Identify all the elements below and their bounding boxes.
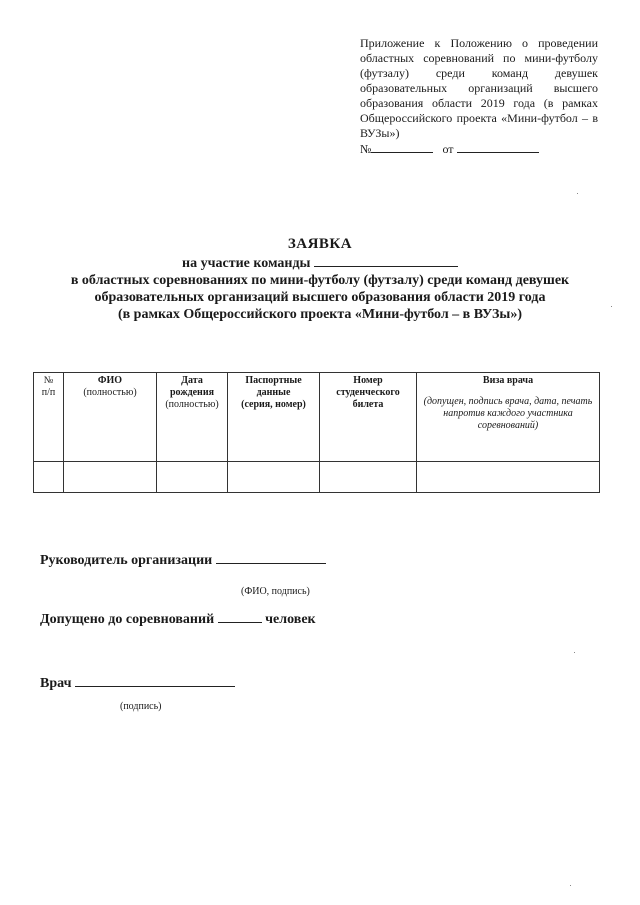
- header-passport: [228, 373, 320, 462]
- header-fio-label: ФИО: [97, 375, 123, 386]
- header-number-label: №: [43, 375, 54, 386]
- head-label: Руководитель организации: [40, 553, 213, 568]
- table-cell: [64, 462, 157, 493]
- table-cell: [320, 462, 417, 493]
- doctor-signature-line: [40, 674, 235, 692]
- scan-speck: [611, 306, 612, 307]
- header-dob: [157, 373, 228, 462]
- header-student-id: [320, 373, 417, 462]
- head-signature-line: [40, 551, 326, 569]
- admitted-label: Допущено до соревнований: [40, 612, 215, 627]
- header-number-sub: п/п: [41, 387, 56, 398]
- header-doctor-label: Виза врача: [482, 375, 534, 386]
- from-label: от: [442, 142, 454, 156]
- table-cell: [228, 462, 320, 493]
- head-hint: (ФИО, подпись): [241, 586, 310, 597]
- header-fio: [64, 373, 157, 462]
- page-title: ЗАЯВКА: [287, 236, 353, 252]
- table-cell: [34, 462, 64, 493]
- head-signature-blank: [216, 551, 326, 564]
- title-line-team: [20, 253, 620, 272]
- doctor-label: Врач: [40, 676, 72, 691]
- admitted-line: [40, 610, 316, 628]
- title-line-4: (в рамках Общероссийского проекта «Мини-футбол – в ВУЗы»): [117, 307, 523, 322]
- table-cell: [157, 462, 228, 493]
- doctor-signature-blank: [75, 674, 235, 687]
- admitted-suffix: человек: [265, 612, 316, 627]
- doctor-hint: (подпись): [120, 701, 162, 712]
- header-passport-sub: (серия, номер): [241, 399, 306, 410]
- table-row: [34, 462, 600, 493]
- header-student-id-label: Номер студенческого билета: [336, 375, 400, 410]
- team-name-blank: [314, 253, 458, 267]
- appendix-number-line: [360, 141, 598, 157]
- header-dob-label: Дата рождения: [170, 375, 214, 398]
- number-blank: [371, 141, 433, 153]
- header-doctor-sub: (допущен, подпись врача, дата, печать напротив каждого участника соревнований): [423, 396, 593, 431]
- header-doctor-visa: [417, 373, 600, 462]
- roster-table: [33, 372, 600, 493]
- table-header-row: [34, 373, 600, 462]
- header-number: [34, 373, 64, 462]
- scan-speck: [570, 885, 571, 886]
- date-blank: [457, 141, 539, 153]
- title-line-3: образовательных организаций высшего образования области 2019 года: [94, 290, 546, 305]
- appendix-text: Приложение к Положению о проведении областных соревнований по мини-футболу (футзалу) среди команд девушек образовательных организаций высшего образования области 2019 года (в рамках Общероссийского проекта «Мини-футбол – в ВУЗы»): [360, 36, 598, 140]
- table-cell: [417, 462, 600, 493]
- number-label: №: [360, 142, 372, 156]
- scan-speck: [577, 193, 578, 194]
- header-dob-sub: (полностью): [165, 399, 219, 410]
- scan-speck: [574, 652, 575, 653]
- header-passport-label: Паспортные данные: [245, 375, 302, 398]
- appendix-note: [360, 36, 598, 157]
- header-fio-sub: (полностью): [83, 387, 137, 398]
- team-label: на участие команды: [182, 256, 311, 271]
- title-line-2: в областных соревнованиях по мини-футболу (футзалу) среди команд девушек: [70, 273, 570, 288]
- admitted-count-blank: [218, 610, 262, 623]
- application-title-block: [20, 236, 620, 323]
